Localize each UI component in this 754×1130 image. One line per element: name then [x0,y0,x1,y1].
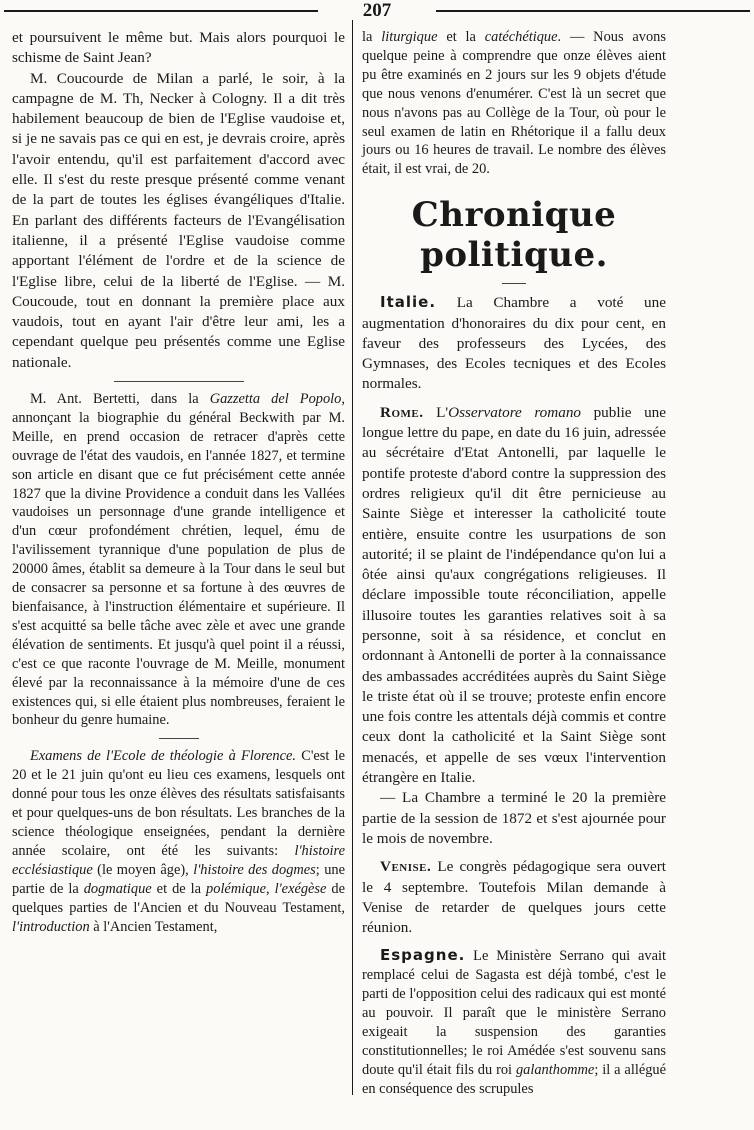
paragraph-espagne: Espagne. Le Ministère Serrano qui avait remplacé celui de Sagasta est déjà tombé, c'est le parti de l'opposition celui des radicaux qui est monté au pouvoir. Il paraît que le ministère Serrano exigeait la suspension des garanties constitutionnelles; le roi Amédée s'est souvenu sans doute qu'il était fils du roi galanthomme; il a allégué en conséquence des scrupules [362,946,666,1097]
right-column [362,28,666,1099]
city-label-venise: Venise. [380,858,432,876]
left-column [12,28,345,936]
paragraph-schisme: et poursuivent le même but. Mais alors pourquoi le schisme de Saint Jean? [12,29,345,67]
country-label-italie: Italie. [380,293,437,312]
city-label-rome: Rome. [380,403,424,421]
paragraph-chambre: — La Chambre a terminé le 20 la première partie de la session de 1872 et s'est ajournée pour le mois de novembre. [362,789,666,847]
paragraph-rome: Rome. L'Osservatore romano publie une longue lettre du pape, en date du 16 juin, adressée au sécrétaire d'Etat Antonelli, par laquelle le pontife proteste d'abord contre la suppression des ordres religieux qu'il dit être pernicieuse au Sainte Siège et interesser la catholicité toute entière, ensuite contre les usurpations de son autorité; il se plaint de l'indépendance qu'on lui a ôtée ainsi qu'aux congrégations religieuses. Il déclare impossible toute réconciliation, appelle illusoire toutes les garanties relatives soit à sa personne, soit à sa résidence, et conclut en ordonnant à Antonelli de porter à la connaissance des ambassades accréditées auprès du Saint Siège le triste état où il se trouve; proteste enfin encore une fois contre les attentals déjà commis et contre ceux dont la catholicité et la Saint Siège sont menacés, et appelle de ses vœux l'intervention étrangère en Italie. [362,403,667,787]
separator-rule [114,381,244,382]
paragraph-venise: Venise. Le congrès pédagogique sera ouvert le 4 septembre. Toutefois Milan demande à Venise de retarder de quelques jours cette réunion. [362,858,666,937]
column-divider [352,20,353,1095]
separator-rule-short [159,738,199,739]
paragraph-bertetti: M. Ant. Bertetti, dans la Gazzetta del Popolo, annonçant la biographie du général Beckwith par M. Meille, en prend occasion de retracer d'après cette ouvrage de l'état des vaudois, en l'année 1827, et termine son article en disant que ce fut précisément cette année 1827 que la divine Providence a conduit dans les Vallées vaudoises un personnage d'une grande intelligence et d'un cœur profondément chrétien, lequel, ému de l'avilissement tyrannique d'une population de plus de 20000 âmes, établit sa demeure à la Tour dans le seul but de consacrer sa personne et sa fortune à des œuvres de bienfaisance, à l'instruction élémentaire et supérieure. Il s'est acquitté sa belle tâche avec zèle et avec une grande élévation de sentiments. Et jusqu'à quel point il a réussi, c'est ce que raconte l'ouvrage de M. Meille, monument élevé par la reconnaissance à la mémoire d'une de ces existences qui, si elle étaient plus nombreuses, feraient le bonheur du genre humaine. [12,391,345,729]
page-header [0,0,754,22]
header-rule-left [4,10,318,12]
paragraph-examens-continued: la liturgique et la catéchétique. — Nous avons quelque peine à comprendre que onze élèves aient pu être examinés en 2 jours sur les 9 objets d'étude que nous venons d'enumérer. C'est là un secret que nous n'avons pas au Collège de la Tour, où pour le seul examen de latin en Rhétorique il a fallu deux jours ou 16 heures de travail. Le nombre des élèves était, il est vrai, de 20. [362,29,666,178]
country-label-espagne: Espagne. [380,946,466,965]
header-rule-right [436,10,750,12]
paragraph-italie: Italie. La Chambre a voté une augmentation d'honoraires du dix pour cent, en faveur des professeurs des Lycées, des Gymnases, des Ecoles tecniques et des Ecoles normales. [362,293,666,393]
separator-rule-title [502,283,526,284]
page-number: 207 [362,0,392,21]
paragraph-examens: Examens de l'Ecole de théologie à Florence. C'est le 20 et le 21 juin qu'ont eu lieu ces examens, lesquels ont donné pour tous les onze élèves des résultats satisfaisants et pour quelques-uns de bon résultats. Les branches de la science théologique enseignées, pendant la dernière année scolaire, ont été les suivants: l'histoire ecclésiastique (le moyen âge), l'histoire des dogmes; une partie de la dogmatique et de la polémique, l'exégèse de quelques parties de l'Ancien et du Nouveau Testament, l'introduction à l'Ancien Testament, [12,748,346,935]
paragraph-coucourde: M. Coucourde de Milan a parlé, le soir, à la campagne de M. Th, Necker à Cologny. Il a dit très habilement beaucoup de bien de l'Eglise vaudoise et, si je ne savais pas ce qui en est, je devrais croire, après l'avoir entendu, qu'il est parfaitement d'accord avec elle. Il s'est du reste presque présenté comme venant de la part de toutes les églises évangéliques d'Italie. En parlant des différents facteurs de l'Evangélisation italienne, il a présenté l'Eglise vaudoise comme apportant l'élément de l'ordre et de la science de l'Eglise libre, celui de la liberté de l'Eglise. — M. Coucoude, tout en donnant la première place aux vaudois, tout en ayant l'air d'être leur ami, les a cependant quelque peu présentés comme une Eglise nationale. [12,69,345,371]
section-title-chronique-politique: Chronique politique. [411,195,617,276]
